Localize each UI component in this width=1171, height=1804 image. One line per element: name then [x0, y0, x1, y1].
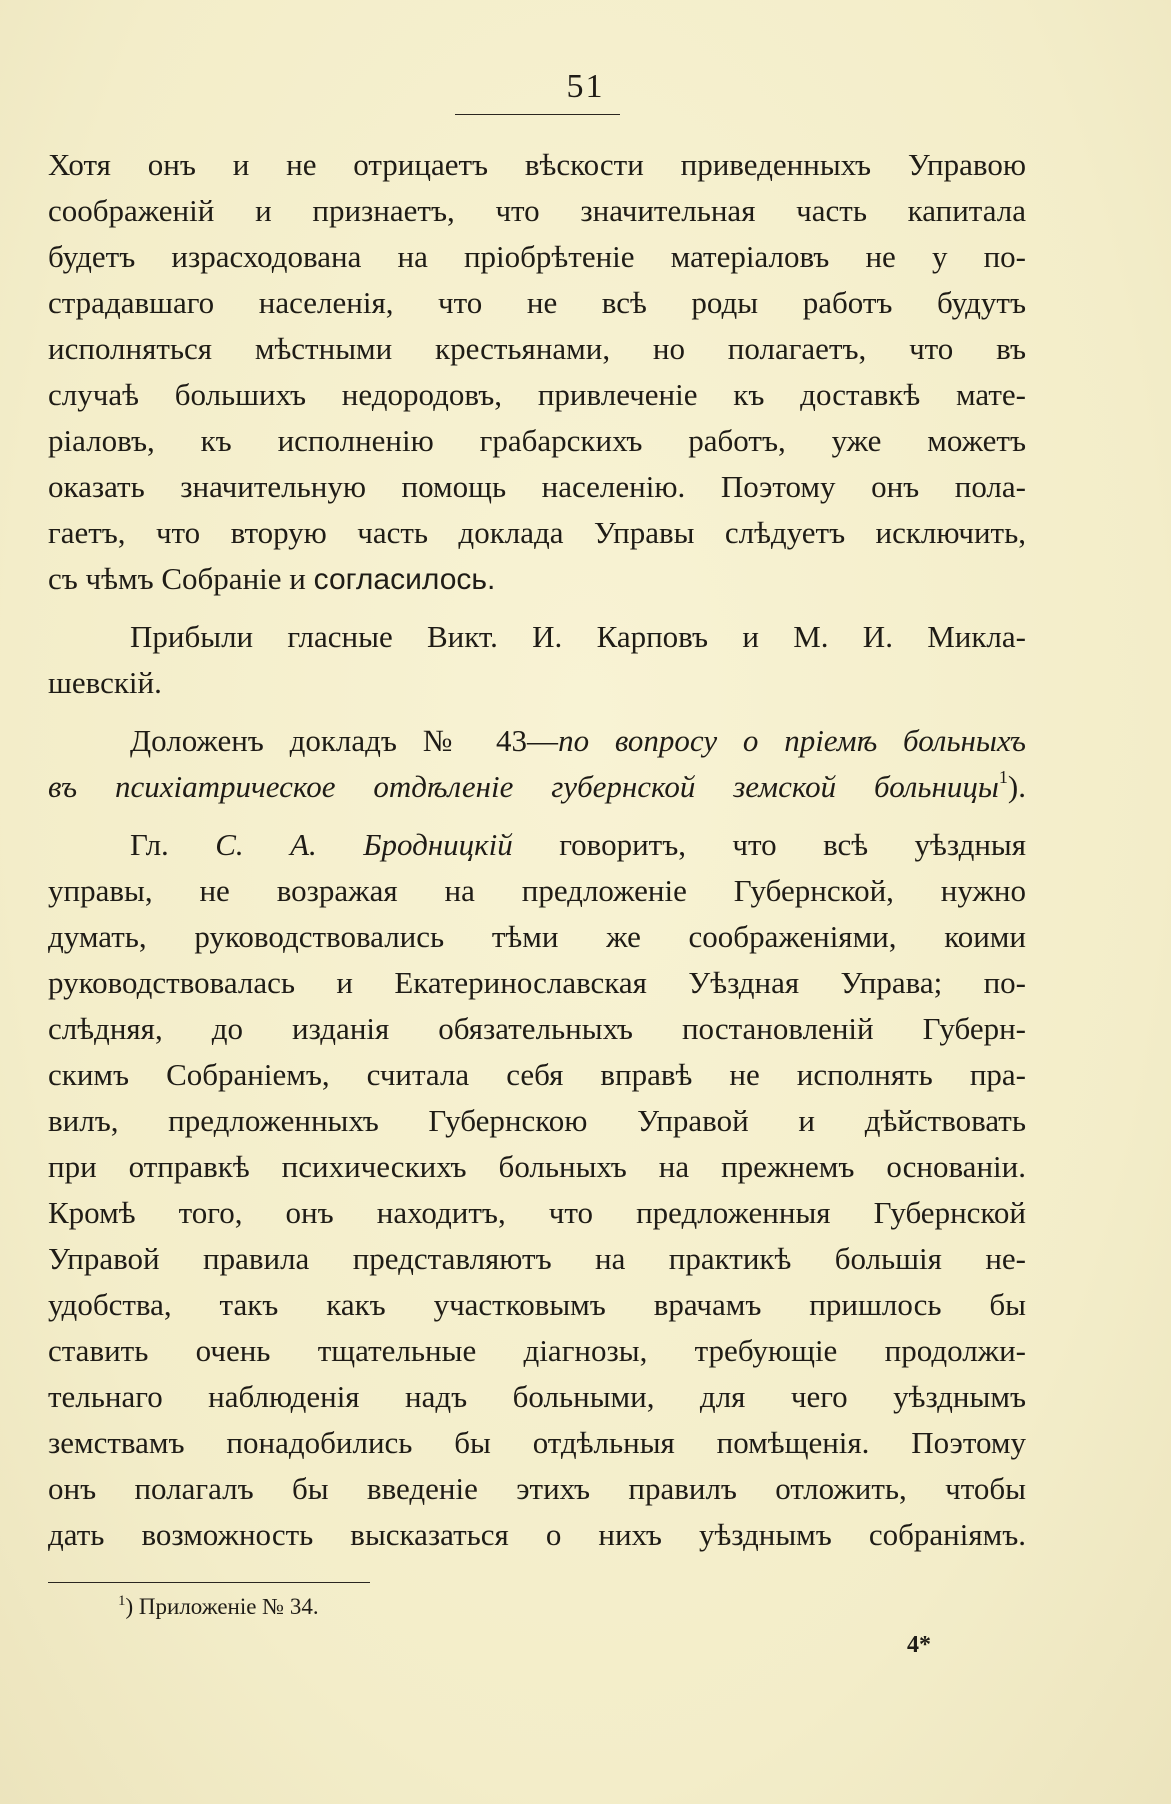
text-line: ріаловъ, къ исполненію грабарскихъ работъ, уже можетъ: [48, 423, 1026, 458]
paragraph-2: [48, 614, 1026, 706]
footnote: [118, 1590, 319, 1624]
text-line: страдавшаго населенія, что не всѣ роды работъ будутъ: [48, 285, 1026, 320]
header-rule: [455, 114, 620, 115]
text-line: Кромѣ того, онъ находитъ, что предложенныя Губернской: [48, 1195, 1026, 1230]
text-span: говоритъ, что всѣ уѣздныя: [512, 827, 1027, 862]
text-line: дать возможность высказаться о нихъ уѣзднымъ собраніямъ.: [48, 1517, 1026, 1552]
text-line: случаѣ большихъ недородовъ, привлеченіе къ доставкѣ мате-: [48, 377, 1026, 412]
paragraph-3: [48, 718, 1026, 810]
text-line: скимъ Собраніемъ, считала себя вправѣ не исполнять пра-: [48, 1057, 1026, 1092]
report-title-italic: въ психіатрическое отдѣленіе губернской земской больницы: [48, 769, 999, 804]
page-number: 51: [566, 68, 605, 105]
printer-signature: 4*: [907, 1632, 931, 1658]
text-line: слѣдняя, до изданія обязательныхъ постановленій Губерн-: [48, 1011, 1026, 1046]
text-line: управы, не возражая на предложеніе Губернской, нужно: [48, 873, 1026, 908]
text-line: думать, руководствовались тѣми же соображеніями, коими: [48, 919, 1026, 954]
text-line: гаетъ, что вторую часть доклада Управы слѣдуетъ исключить,: [48, 515, 1026, 550]
text-line: руководствовалась и Екатеринославская Уѣздная Управа; по-: [48, 965, 1026, 1000]
text-line: удобства, такъ какъ участковымъ врачамъ пришлось бы: [48, 1287, 1026, 1322]
text-line: онъ полагалъ бы введеніе этихъ правилъ отложить, чтобы: [48, 1471, 1026, 1506]
text-line: [48, 718, 1026, 764]
speaker-name: С. А. Бродницкій: [215, 827, 513, 862]
text-line: [48, 822, 1026, 868]
text-line: шевскій.: [48, 665, 162, 700]
body-text: [48, 142, 1026, 1558]
text-line: [48, 556, 1026, 602]
text-line: ставить очень тщательные діагнозы, требующіе продолжи-: [48, 1333, 1026, 1368]
text-line: тельнаго наблюденія надъ больными, для чего уѣзднымъ: [48, 1379, 1026, 1414]
emphasized-word: согласилось.: [313, 563, 496, 596]
footnote-rule: [48, 1582, 370, 1583]
text-line: [48, 764, 1026, 810]
text-line: Хотя онъ и не отрицаетъ вѣскости приведенныхъ Управою: [48, 147, 1026, 182]
text-line: оказать значительную помощь населенію. Поэтому онъ пола-: [48, 469, 1026, 504]
text-line: при отправкѣ психическихъ больныхъ на прежнемъ основаніи.: [48, 1149, 1026, 1184]
footnote-mark: 1: [118, 1593, 126, 1609]
text-span: съ чѣмъ Собраніе и: [48, 561, 314, 596]
footnote-text: ) Приложеніе № 34.: [125, 1594, 319, 1619]
footnote-mark: 1: [998, 767, 1008, 787]
text-span: Гл.: [130, 827, 216, 862]
text-line: будетъ израсходована на пріобрѣтеніе матеріаловъ не у по-: [48, 239, 1026, 274]
paragraph-4: [48, 822, 1026, 1558]
text-line: Управой правила представляютъ на практикѣ большія не-: [48, 1241, 1026, 1276]
text-line: соображеній и признаетъ, что значительная часть капитала: [48, 193, 1026, 228]
paragraph-1: [48, 142, 1026, 602]
report-title-italic: по вопросу о пріемѣ больныхъ: [558, 723, 1027, 758]
text-span: ).: [1007, 769, 1026, 804]
text-span: Доложенъ докладъ № 43—: [130, 723, 559, 758]
text-line: вилъ, предложенныхъ Губернскою Управой и дѣйствовать: [48, 1103, 1026, 1138]
text-line: земствамъ понадобились бы отдѣльныя помѣщенія. Поэтому: [48, 1425, 1026, 1460]
text-line: Прибыли гласные Викт. И. Карповъ и М. И. Микла-: [130, 619, 1026, 654]
text-line: исполняться мѣстными крестьянами, но полагаетъ, что въ: [48, 331, 1026, 366]
